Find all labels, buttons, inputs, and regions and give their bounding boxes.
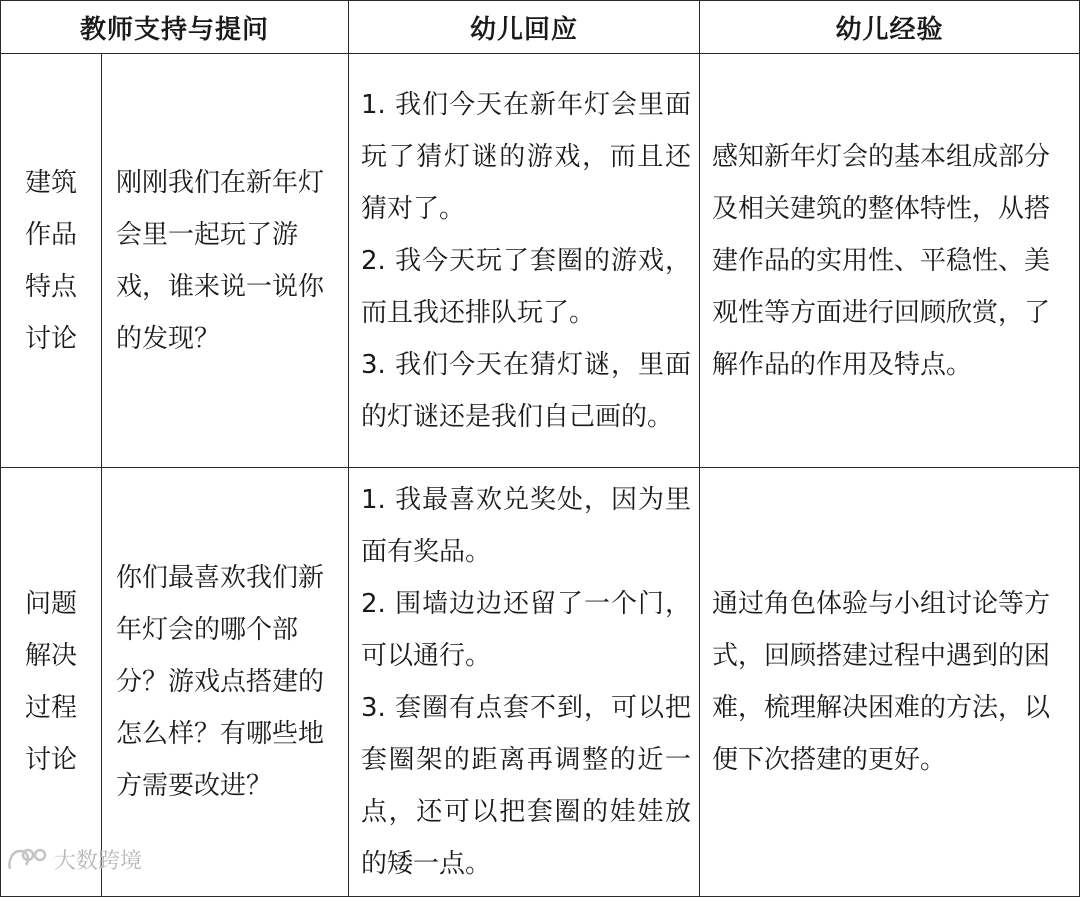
response-item: 2. 我今天玩了套圈的游戏，而且我还排队玩了。 [361,245,692,328]
row-question: 你们最喜欢我们新年灯会的哪个部分？游戏点搭建的怎么样？有哪些地方需要改进？ [102,468,349,897]
topic-char: 讨论 [24,745,77,775]
topic-char: 讨论 [24,323,77,354]
response-item: 3. 我们今天在猜灯谜，里面的灯谜还是我们自己画的。 [361,349,692,432]
watermark [6,844,142,875]
row-question: 刚刚我们在新年灯会里一起玩了游戏，谁来说一说你的发现？ [102,54,349,468]
topic-char: 作品 [24,219,77,250]
topic-char: 问题 [24,589,77,619]
topic-char: 建筑 [24,167,77,198]
header-child-experience: 幼儿经验 [700,1,1080,54]
response-item: 1. 我最喜欢兑奖处，因为里面有奖品。 [361,485,692,567]
topic-char: 特点 [24,271,77,302]
table-row [1,54,1080,468]
watermark-text: 大数跨境 [54,849,143,874]
row-experience: 感知新年灯会的基本组成部分及相关建筑的整体特性，从搭建作品的实用性、平稳性、美观性等方面进行回顾欣赏，了解作品的作用及特点。 [700,54,1080,468]
topic-char: 过程 [24,693,77,723]
table-header-row [1,1,1080,54]
logo-icon [6,845,50,875]
response-item: 3. 套圈有点套不到，可以把套圈架的距离再调整的近一点，还可以把套圈的娃娃放的矮一点。 [361,693,692,879]
row-topic [1,468,102,897]
row-topic [1,54,102,468]
response-item: 1. 我们今天在新年灯会里面玩了猜灯谜的游戏，而且还猜对了。 [361,89,692,224]
response-item: 2. 围墙边边还留了一个门，可以通行。 [361,589,692,671]
header-child-response: 幼儿回应 [349,1,700,54]
row-responses [349,468,700,897]
header-teacher-support: 教师支持与提问 [1,1,349,54]
row-responses [349,54,700,468]
row-experience: 通过角色体验与小组讨论等方式，回顾搭建过程中遇到的困难，梳理解决困难的方法，以便下次搭建的更好。 [700,468,1080,897]
topic-char: 解决 [24,641,77,671]
table-row [1,468,1080,897]
